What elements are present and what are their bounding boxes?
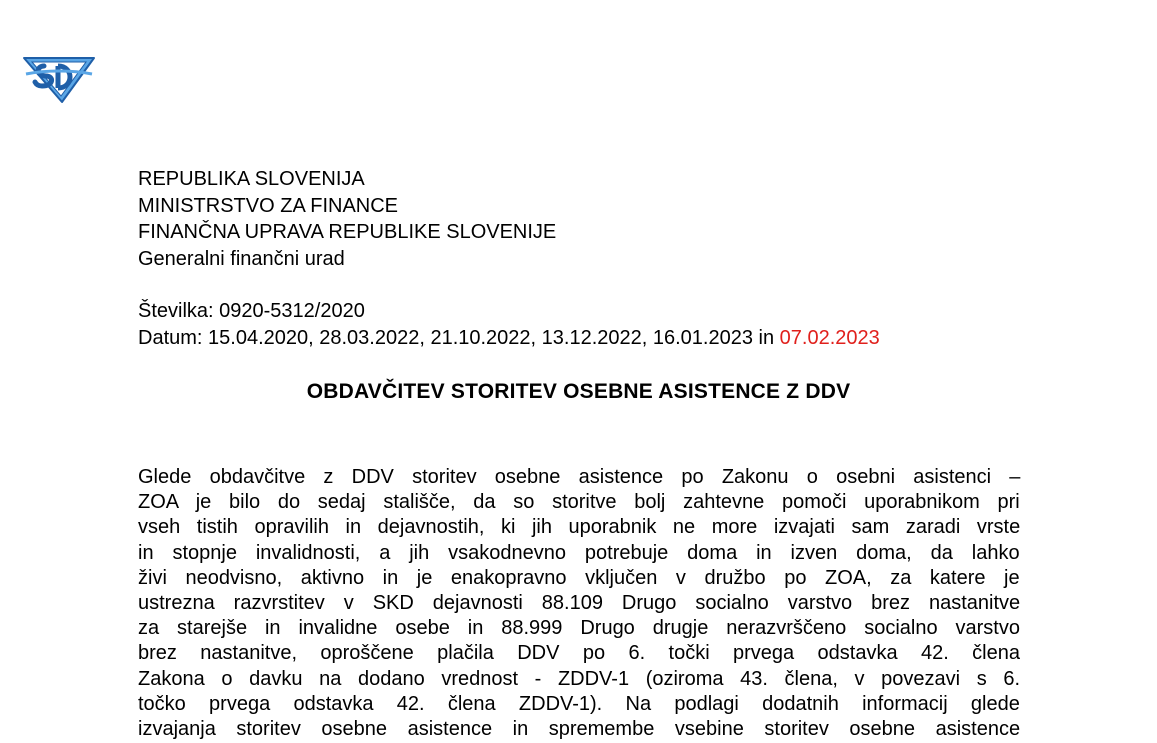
ministry-logo — [22, 48, 96, 104]
body-line: vseh tistih opravilih in dejavnostih, ki jih uporabnik ne more izvajati sam zaradi vrste — [138, 516, 1021, 539]
body-line: Zakona o davku na dodano vrednost - ZDDV-1 (oziroma 43. člena, v povezavi s 6. — [138, 667, 1021, 690]
body-line: točko prvega odstavka 42. člena ZDDV-1). Na podlagi dodatnih informacij glede — [138, 692, 1020, 715]
dates-list: Datum: 15.04.2020, 28.03.2022, 21.10.2022, 13.12.2022, 16.01.2023 in — [138, 327, 780, 349]
document-number: Številka: 0920-5312/2020 — [138, 300, 365, 322]
document-title: OBDAVČITEV STORITEV OSEBNE ASISTENCE Z DDV — [306, 380, 851, 403]
header-office: Generalni finančni urad — [138, 247, 345, 270]
latest-date: 07.02.2023 — [779, 327, 880, 349]
document-dates — [138, 325, 880, 352]
body-line: in stopnje invalidnosti, a jih vsakodnevno potrebuje doma in izven doma, da lahko — [138, 541, 1020, 564]
body-line: izvajanja storitev osebne asistence in spremembe vsebine storitev osebne asistence — [138, 717, 1021, 740]
header-administration: FINANČNA UPRAVA REPUBLIKE SLOVENIJE — [138, 221, 557, 243]
header-republic: REPUBLIKA SLOVENIJA — [138, 168, 365, 190]
body-line: živi neodvisno, aktivno in je enakopravno vključen v družbo po ZOA, za katere je — [138, 566, 1020, 589]
body-line: Glede obdavčitve z DDV storitev osebne asistence po Zakonu o osebni asistenci – — [138, 466, 1021, 488]
body-line: ustrezna razvrstitev v SKD dejavnosti 88.109 Drugo socialno varstvo brez nastanitve — [138, 591, 1021, 614]
body-line: brez nastanitve, oproščene plačila DDV po 6. točki prvega odstavka 42. člena — [138, 642, 1020, 665]
issuer-header — [138, 166, 556, 272]
body-paragraph — [138, 465, 1020, 742]
document-meta — [138, 298, 880, 352]
header-ministry: MINISTRSTVO ZA FINANCE — [138, 194, 399, 217]
body-line: za starejše in invalidne osebe in 88.999 Drugo drugje nerazvrščeno socialno varstvo — [138, 617, 1020, 640]
body-line: ZOA je bilo do sedaj stališče, da so storitve bolj zahtevne pomoči uporabnikom pri — [138, 491, 1020, 514]
